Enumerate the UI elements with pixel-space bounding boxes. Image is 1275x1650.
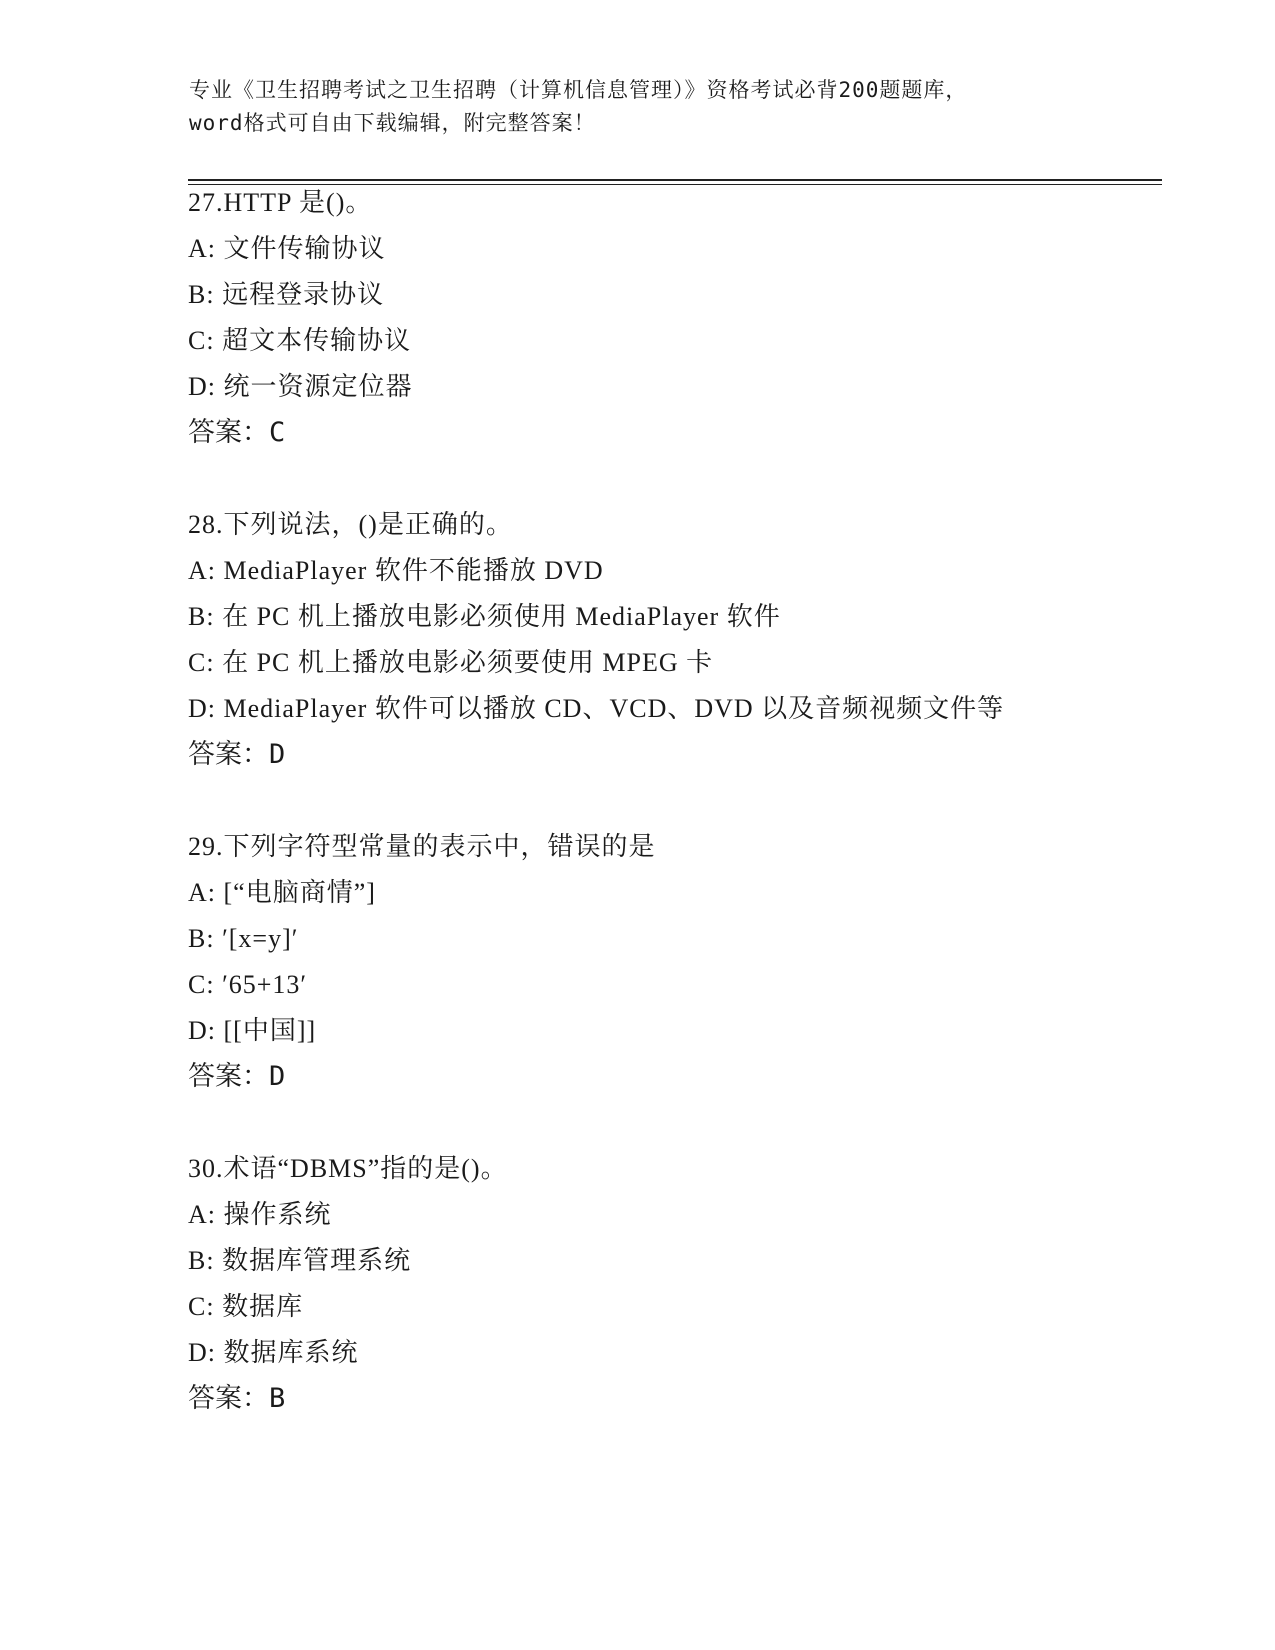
- question-28: [188, 502, 1188, 778]
- answer-line: 答案：D: [188, 1061, 286, 1092]
- question-30: [188, 1146, 1188, 1422]
- option-d: D: [[中国]]: [188, 1016, 317, 1045]
- option-b: B: 在 PC 机上播放电影必须使用 MediaPlayer 软件: [188, 602, 781, 631]
- question-27: [188, 180, 1188, 456]
- option-a: A: 文件传输协议: [188, 234, 386, 263]
- question-stem: 28.下列说法，()是正确的。: [188, 510, 513, 539]
- option-c: C: 数据库: [188, 1292, 304, 1321]
- question-stem: 30.术语“DBMS”指的是()。: [188, 1154, 508, 1183]
- answer-line: 答案：D: [188, 739, 286, 770]
- option-c: C: 在 PC 机上播放电影必须要使用 MPEG 卡: [188, 648, 714, 677]
- question-stem: 29.下列字符型常量的表示中，错误的是: [188, 832, 656, 861]
- option-c: C: ′65+13′: [188, 970, 308, 999]
- option-a: A: [“电脑商情”]: [188, 878, 376, 907]
- document-header: [189, 74, 1089, 140]
- option-d: D: 数据库系统: [188, 1338, 359, 1367]
- option-c: C: 超文本传输协议: [188, 326, 412, 355]
- option-b: B: ′[x=y]′: [188, 924, 299, 953]
- option-a: A: 操作系统: [188, 1200, 332, 1229]
- option-b: B: 数据库管理系统: [188, 1246, 412, 1275]
- header-line-2: word格式可自由下载编辑，附完整答案！: [189, 111, 596, 135]
- option-b: B: 远程登录协议: [188, 280, 385, 309]
- question-stem: 27.HTTP 是()。: [188, 188, 373, 217]
- option-d: D: MediaPlayer 软件可以播放 CD、VCD、DVD 以及音频视频文件等: [188, 694, 1005, 723]
- header-line-1: 专业《卫生招聘考试之卫生招聘（计算机信息管理）》资格考试必背200题题库，: [189, 78, 968, 102]
- question-29: [188, 824, 1188, 1100]
- answer-line: 答案：C: [188, 417, 286, 448]
- option-a: A: MediaPlayer 软件不能播放 DVD: [188, 556, 604, 585]
- answer-line: 答案：B: [188, 1383, 286, 1414]
- option-d: D: 统一资源定位器: [188, 372, 413, 401]
